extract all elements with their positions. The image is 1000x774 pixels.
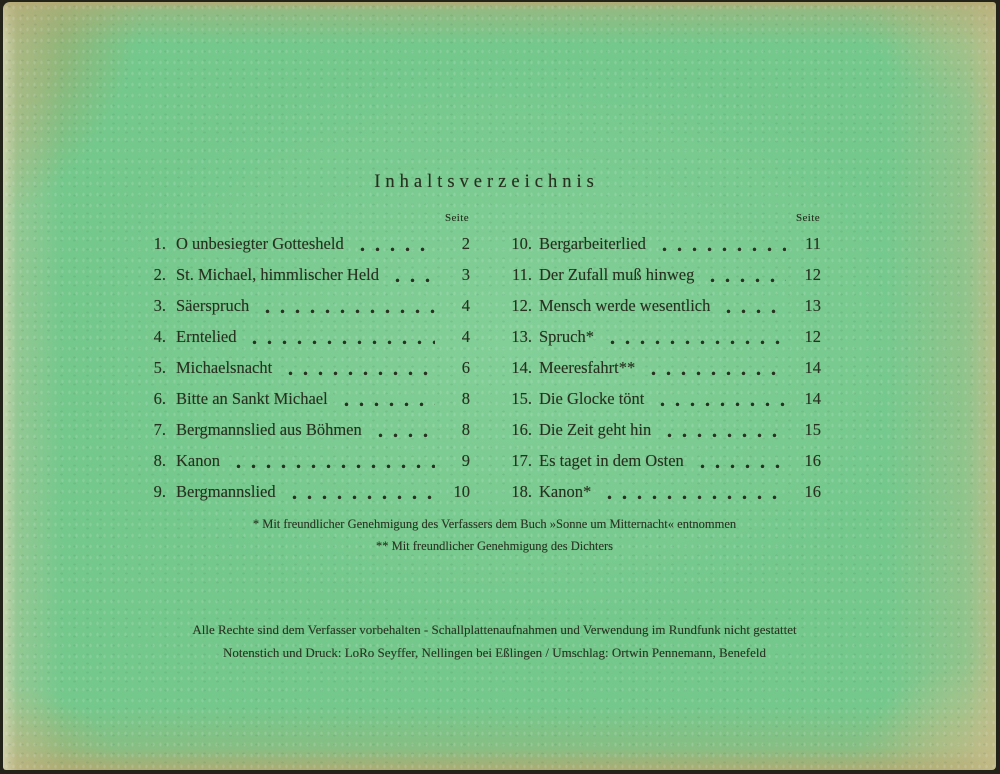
- toc-entry: [506, 445, 821, 476]
- toc-entry-title: Die Zeit geht hin: [539, 420, 652, 439]
- toc-entry-title: Bitte an Sankt Michael: [176, 389, 328, 408]
- toc-entry: [138, 476, 470, 507]
- toc-column-right: [506, 212, 821, 507]
- toc-entry-page: 12: [804, 327, 821, 346]
- toc-entry-title: Bergmannslied aus Böhmen: [176, 420, 362, 439]
- dot-leader: [260, 290, 435, 321]
- toc-entry-page: 6: [461, 358, 470, 377]
- toc-entry-number: 7.: [153, 420, 166, 439]
- toc-entry-title: Meeresfahrt**: [539, 358, 636, 377]
- footnote-permission-book: * Mit freundlicher Genehmigung des Verfassers dem Buch »Sonne um Mitternacht« entnommen: [252, 517, 737, 531]
- toc-entry: [138, 445, 470, 476]
- toc-entry-page: 16: [804, 482, 821, 501]
- dot-leader: [705, 259, 786, 290]
- toc-entry-number: 17.: [511, 451, 532, 470]
- toc-entry-page: 2: [461, 234, 470, 253]
- toc-column-left: [138, 212, 470, 507]
- page-title: Inhaltsverzeichnis: [374, 172, 599, 192]
- toc-entry-number: 11.: [511, 265, 532, 284]
- toc-entry-number: 10.: [511, 234, 532, 253]
- dot-leader: [655, 383, 786, 414]
- page-content: [3, 2, 996, 770]
- page-column-header-left: Seite: [445, 212, 469, 224]
- toc-entry-title: O unbesiegter Gottesheld: [176, 234, 344, 253]
- toc-entry-number: 15.: [511, 389, 532, 408]
- printer-credit: Notenstich und Druck: LoRo Seyffer, Nellingen bei Eßlingen / Umschlag: Ortwin Pennemann, Benefeld: [223, 645, 766, 660]
- rights-notice: Alle Rechte sind dem Verfasser vorbehalten - Schallplattenaufnahmen und Verwendung im Rundfunk nicht gestattet: [192, 622, 797, 637]
- toc-entry-page: 3: [461, 265, 470, 284]
- toc-entry-number: 1.: [153, 234, 166, 253]
- toc-entry-title: Kanon*: [539, 482, 592, 501]
- toc-entry-title: Erntelied: [176, 327, 237, 346]
- toc-entry: [506, 228, 821, 259]
- dot-leader: [646, 352, 786, 383]
- page-column-header-right: Seite: [796, 212, 820, 224]
- toc-entry-page: 14: [804, 389, 821, 408]
- toc-entry-title: Bergarbeiterlied: [539, 234, 646, 253]
- toc-entry: [506, 476, 821, 507]
- toc-entry-number: 3.: [153, 296, 166, 315]
- footnote-permission-poet: ** Mit freundlicher Genehmigung des Dichters: [375, 539, 614, 553]
- toc-entry: [506, 321, 821, 352]
- toc-entry: [138, 414, 470, 445]
- toc-entry-number: 2.: [153, 265, 166, 284]
- toc-entry: [138, 228, 470, 259]
- dot-leader: [662, 414, 786, 445]
- footnotes-block: [3, 517, 986, 554]
- dot-leader: [721, 290, 786, 321]
- toc-entry-title: Es taget in dem Osten: [539, 451, 684, 470]
- toc-entry: [506, 414, 821, 445]
- dot-leader: [231, 445, 435, 476]
- dot-leader: [283, 352, 435, 383]
- toc-entry-number: 9.: [153, 482, 166, 501]
- dot-leader: [602, 476, 786, 507]
- toc-entry-title: Bergmannslied: [176, 482, 276, 501]
- toc-entry-title: Mensch werde wesentlich: [539, 296, 711, 315]
- toc-entry-title: St. Michael, himmlischer Held: [176, 265, 380, 284]
- toc-entry-number: 6.: [153, 389, 166, 408]
- toc-entry-page: 11: [805, 234, 821, 253]
- dot-leader: [247, 321, 435, 352]
- dot-leader: [373, 414, 435, 445]
- toc-entry: [506, 383, 821, 414]
- toc-entry-number: 14.: [511, 358, 532, 377]
- toc-entry-number: 4.: [153, 327, 166, 346]
- toc-entry-page: 4: [461, 327, 470, 346]
- toc-entry-title: Kanon: [176, 451, 220, 470]
- toc-entry-page: 16: [804, 451, 821, 470]
- dot-leader: [339, 383, 435, 414]
- toc-entry-page: 9: [461, 451, 470, 470]
- paper-background: [3, 2, 996, 770]
- toc-entry-page: 8: [461, 389, 470, 408]
- toc-entry-title: Michaelsnacht: [176, 358, 273, 377]
- dot-leader: [657, 228, 786, 259]
- toc-entry: [138, 383, 470, 414]
- toc-entry-number: 12.: [511, 296, 532, 315]
- toc-entry: [138, 259, 470, 290]
- toc-entry-page: 14: [804, 358, 821, 377]
- toc-entry: [506, 290, 821, 321]
- toc-entry-title: Spruch*: [539, 327, 594, 346]
- toc-entry-page: 15: [804, 420, 821, 439]
- toc-entry: [506, 352, 821, 383]
- toc-entry: [138, 321, 470, 352]
- toc-entry-title: Säerspruch: [176, 296, 250, 315]
- toc-rows-left: [138, 228, 470, 507]
- imprint-block: [3, 622, 986, 660]
- toc-entry: [138, 352, 470, 383]
- toc-entry-number: 16.: [511, 420, 532, 439]
- toc-entry: [506, 259, 821, 290]
- toc-entry: [138, 290, 470, 321]
- dot-leader: [605, 321, 786, 352]
- toc-entry-title: Der Zufall muß hinweg: [539, 265, 695, 284]
- toc-entry-page: 13: [804, 296, 821, 315]
- toc-entry-number: 5.: [153, 358, 166, 377]
- toc-entry-page: 10: [453, 482, 470, 501]
- toc-entry-page: 12: [804, 265, 821, 284]
- dot-leader: [287, 476, 435, 507]
- toc-entry-number: 8.: [153, 451, 166, 470]
- toc-entry-page: 4: [461, 296, 470, 315]
- toc-rows-right: [506, 228, 821, 507]
- toc-entry-title: Die Glocke tönt: [539, 389, 645, 408]
- toc-entry-page: 8: [461, 420, 470, 439]
- dot-leader: [695, 445, 786, 476]
- toc-entry-number: 13.: [511, 327, 532, 346]
- toc-entry-number: 18.: [511, 482, 532, 501]
- dot-leader: [390, 259, 435, 290]
- dot-leader: [355, 228, 435, 259]
